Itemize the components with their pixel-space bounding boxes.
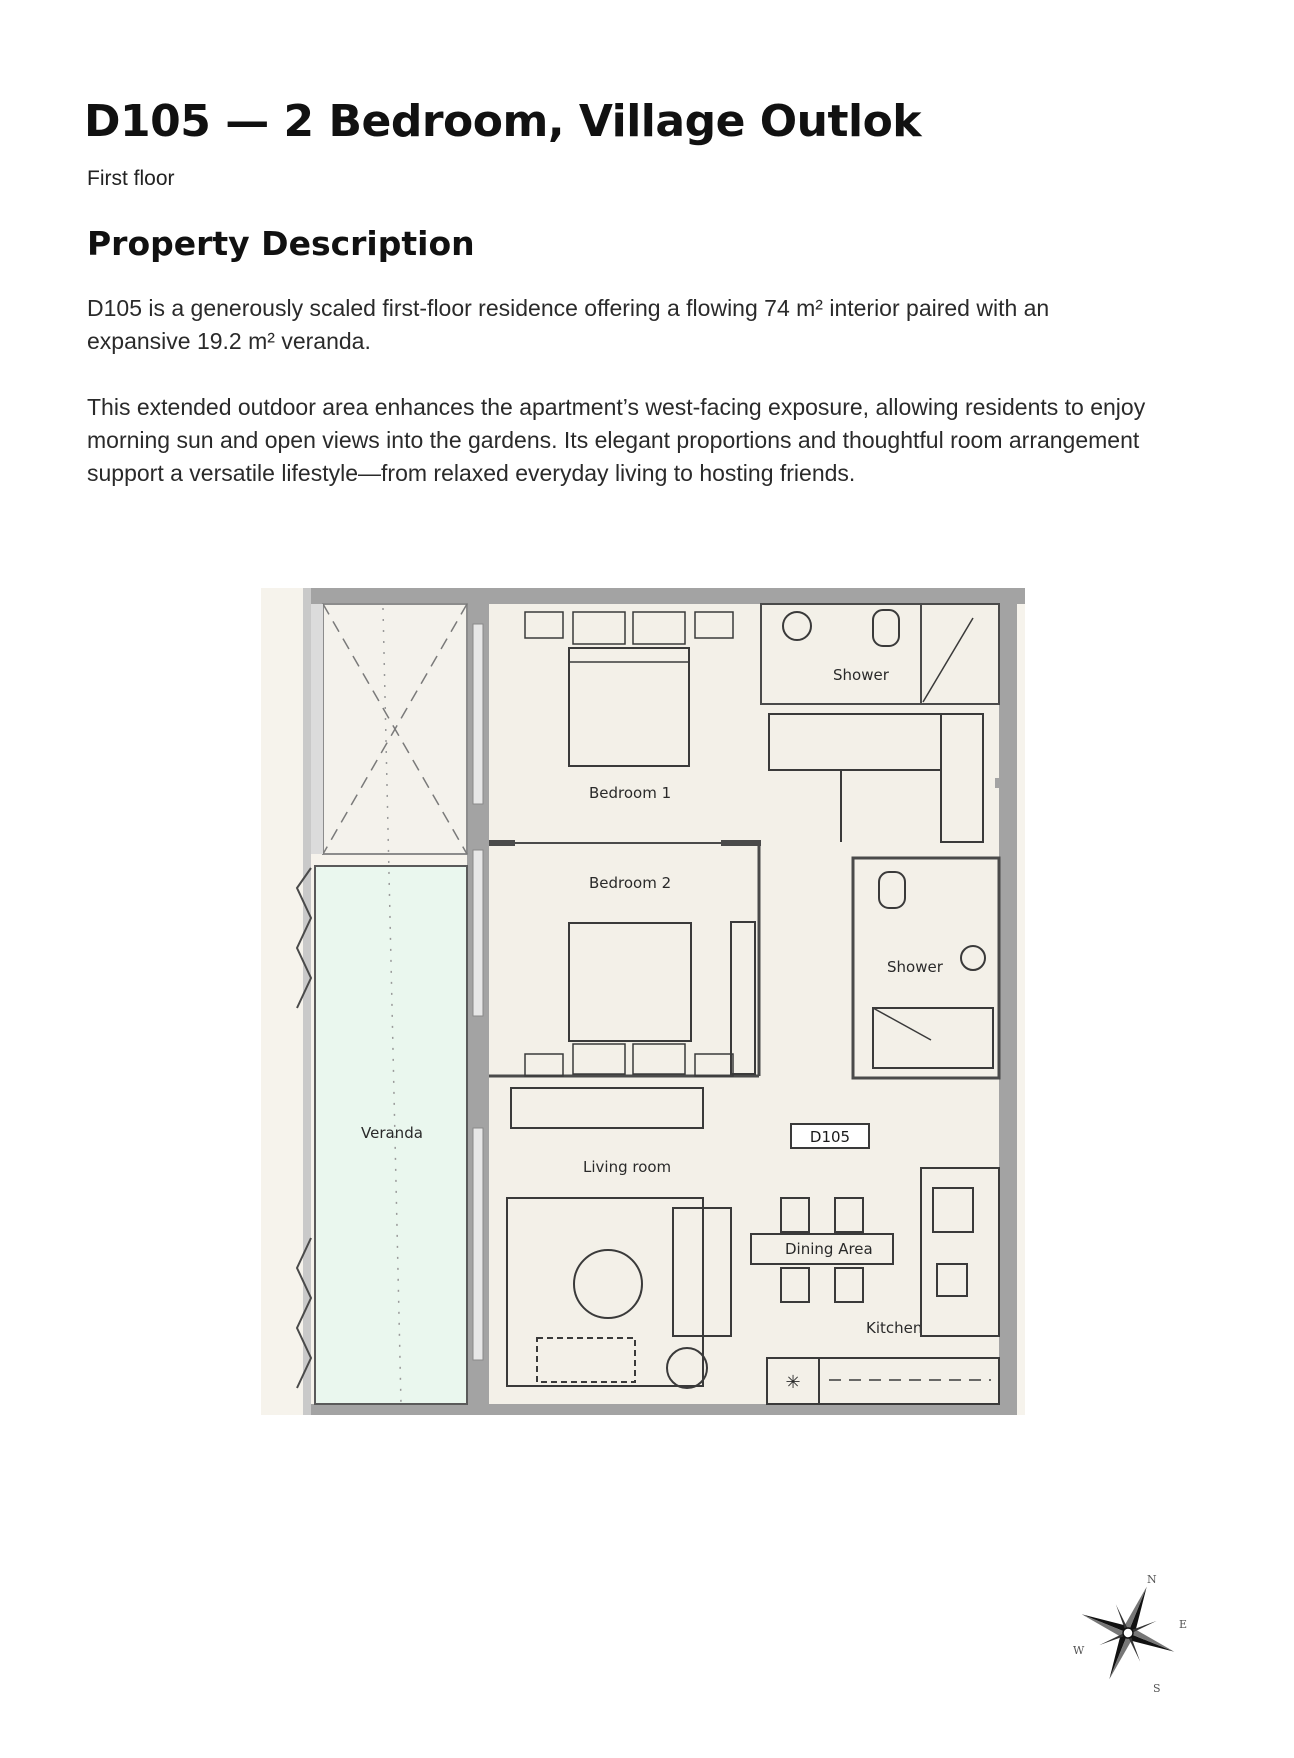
room-label-living: Living room	[583, 1158, 672, 1176]
west-window-3	[473, 1128, 483, 1360]
west-window-2	[473, 850, 483, 1016]
room-label-dining: Dining Area	[785, 1240, 873, 1258]
page-title: D105 — 2 Bedroom, Village Outlok	[84, 96, 922, 147]
shower-1	[761, 604, 999, 704]
wall-bottom	[303, 1404, 1017, 1415]
room-label-kitchen: Kitchen	[866, 1319, 923, 1337]
compass-s: S	[1153, 1682, 1161, 1695]
compass-rose	[1063, 1568, 1193, 1698]
description-paragraph-1: D105 is a generously scaled first-floor residence offering a flowing 74 m² interior paired with an expansive 19.2 m² veranda.	[87, 295, 1050, 354]
unit-tag: D105	[809, 1128, 851, 1146]
section-heading: Property Description	[87, 224, 475, 263]
west-window-1	[473, 624, 483, 804]
compass-w: W	[1073, 1644, 1085, 1657]
room-label-veranda: Veranda	[361, 1124, 423, 1142]
room-label-shower2: Shower	[887, 958, 943, 976]
room-label-bedroom1: Bedroom 1	[589, 784, 672, 802]
floor-plan	[261, 588, 1025, 1415]
wall-top	[303, 588, 1025, 604]
wall-right	[999, 604, 1017, 1414]
wall-right-notch	[995, 778, 1017, 788]
description-paragraph-2: This extended outdoor area enhances the apartment’s west-facing exposure, allowing residents to enjoy morning sun and open views into the gardens. Its elegant proportions and thoughtful room arrangement support a versatile lifestyle—from relaxed everyday living to hosting friends.	[87, 394, 1146, 486]
room-label-shower1: Shower	[833, 666, 889, 684]
compass-e: E	[1179, 1618, 1188, 1631]
floor-level: First floor	[87, 167, 175, 190]
room-label-bedroom2: Bedroom 2	[589, 874, 672, 892]
compass-n: N	[1147, 1573, 1157, 1586]
svg-text:✳: ✳	[785, 1372, 801, 1393]
canopy-side	[311, 604, 323, 854]
